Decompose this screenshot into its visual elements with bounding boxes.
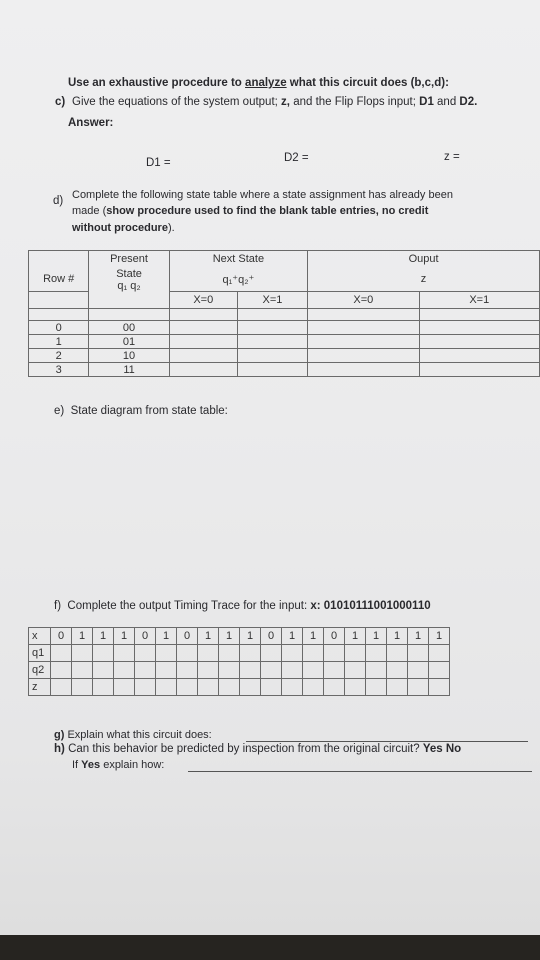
row-state: 01 (89, 335, 169, 349)
timing-x-cell: 1 (303, 628, 324, 645)
timing-label-q1: q1 (29, 645, 51, 662)
part-d-line3-c: ). (167, 222, 175, 234)
timing-label-q2: q2 (29, 662, 51, 679)
timing-z-cell[interactable] (156, 679, 177, 696)
out-x0-cell[interactable] (308, 349, 420, 363)
z-equation: z = (444, 151, 460, 163)
row-number-header: Row # (29, 268, 89, 292)
timing-x-cell: 0 (261, 628, 282, 645)
timing-q1-cell[interactable] (408, 645, 429, 662)
blank-corner (29, 251, 89, 268)
timing-z-cell[interactable] (408, 679, 429, 696)
timing-z-cell[interactable] (366, 679, 387, 696)
timing-q2-cell[interactable] (219, 662, 240, 679)
d1-equation: D1 = (146, 157, 171, 169)
timing-z-cell[interactable] (93, 679, 114, 696)
timing-q1-cell[interactable] (135, 645, 156, 662)
output-header: Ouput (308, 251, 540, 268)
d2-equation: D2 = (284, 152, 309, 164)
timing-q1-cell[interactable] (93, 645, 114, 662)
timing-q2-cell[interactable] (135, 662, 156, 679)
timing-x-cell: 1 (219, 628, 240, 645)
part-c-label: c) (55, 96, 66, 108)
timing-x-cell: 1 (366, 628, 387, 645)
row-number: 1 (29, 335, 89, 349)
timing-x-cell: 0 (324, 628, 345, 645)
timing-z-cell[interactable] (387, 679, 408, 696)
part-c-text-b: and the Flip Flops input; (290, 96, 420, 108)
next-x0-cell[interactable] (169, 321, 237, 335)
out-x1-cell[interactable] (419, 349, 539, 363)
timing-q2-cell[interactable] (387, 662, 408, 679)
timing-q1-cell[interactable] (261, 645, 282, 662)
timing-q2-cell[interactable] (303, 662, 324, 679)
timing-q1-cell[interactable] (51, 645, 72, 662)
part-f-text: Complete the output Timing Trace for the input: (67, 600, 311, 612)
next-x1-cell[interactable] (237, 349, 307, 363)
timing-z-cell[interactable] (219, 679, 240, 696)
present-state-word: State (116, 267, 142, 280)
part-d-line1: Complete the following state table where a state assignment has already been (72, 189, 453, 201)
timing-q2-cell[interactable] (177, 662, 198, 679)
next-x1-cell[interactable] (237, 321, 307, 335)
timing-x-cell: 1 (93, 628, 114, 645)
timing-z-cell[interactable] (282, 679, 303, 696)
part-f-input-label: x: (310, 600, 321, 612)
next-x0-cell[interactable] (169, 335, 237, 349)
row-state: 10 (89, 349, 169, 363)
row-hdr-spacer (29, 292, 89, 309)
part-h-yes-no: Yes No (422, 743, 462, 755)
timing-q2-cell[interactable] (324, 662, 345, 679)
timing-q2-cell[interactable] (240, 662, 261, 679)
timing-q1-cell[interactable] (240, 645, 261, 662)
timing-q1-cell[interactable] (429, 645, 450, 662)
timing-q2-cell[interactable] (282, 662, 303, 679)
timing-x-cell: 1 (72, 628, 93, 645)
next-x0-header: X=0 (169, 292, 237, 309)
timing-label-z: z (29, 679, 51, 696)
out-x0-cell[interactable] (308, 335, 420, 349)
timing-q1-cell[interactable] (387, 645, 408, 662)
timing-z-cell[interactable] (324, 679, 345, 696)
timing-x-cell: 1 (387, 628, 408, 645)
timing-q1-cell[interactable] (303, 645, 324, 662)
present-spacer (89, 292, 169, 309)
part-g-label: g) (54, 729, 65, 741)
timing-x-cell: 1 (114, 628, 135, 645)
row-state: 00 (89, 321, 169, 335)
gap-cell (89, 309, 169, 321)
timing-x-cell: 1 (282, 628, 303, 645)
gap-cell (237, 309, 307, 321)
timing-q1-cell[interactable] (366, 645, 387, 662)
part-e-label: e) (54, 405, 65, 417)
timing-label-x: x (29, 628, 51, 645)
next-state-vars: q₁⁺q₂⁺ (169, 268, 307, 292)
next-x0-cell[interactable] (169, 349, 237, 363)
row-number: 3 (29, 363, 89, 377)
part-h-line2 (72, 759, 164, 771)
part-d-line3-b: without procedure (72, 222, 168, 234)
gap-cell (29, 309, 89, 321)
part-g (54, 729, 212, 741)
part-h (54, 743, 461, 755)
gap-cell (308, 309, 420, 321)
part-f-input-value: 01010111001000110 (323, 600, 431, 612)
timing-x-cell: 1 (198, 628, 219, 645)
analyze-word: analyze (245, 77, 287, 89)
part-c-text (72, 96, 477, 108)
timing-z-cell[interactable] (51, 679, 72, 696)
timing-trace-table (28, 627, 450, 696)
part-e-text: State diagram from state table: (70, 405, 228, 417)
timing-x-cell: 1 (345, 628, 366, 645)
part-e (54, 405, 228, 417)
gap-cell (169, 309, 237, 321)
timing-z-cell[interactable] (240, 679, 261, 696)
timing-q2-cell[interactable] (345, 662, 366, 679)
timing-q1-cell[interactable] (219, 645, 240, 662)
timing-x-cell: 1 (429, 628, 450, 645)
present-state-vars: q₁ q₂ (117, 279, 141, 292)
part-c-and: and (433, 96, 460, 108)
timing-x-cell: 1 (408, 628, 429, 645)
timing-z-cell[interactable] (429, 679, 450, 696)
next-x1-cell[interactable] (237, 335, 307, 349)
part-d-line2-b: show procedure used to find the blank table entries, no credit (106, 205, 429, 217)
part-h-yes: Yes (81, 759, 101, 771)
timing-x-cell: 1 (240, 628, 261, 645)
timing-q1-cell[interactable] (324, 645, 345, 662)
part-f-label: f) (54, 600, 62, 612)
instruction-line (68, 77, 449, 89)
timing-z-cell[interactable] (72, 679, 93, 696)
output-x1-header: X=1 (419, 292, 539, 309)
part-c-d1: D1 (419, 96, 434, 108)
timing-q2-cell[interactable] (198, 662, 219, 679)
timing-z-cell[interactable] (198, 679, 219, 696)
out-x1-cell[interactable] (419, 335, 539, 349)
part-h-answer-line[interactable] (188, 771, 532, 772)
output-x0-header: X=0 (308, 292, 420, 309)
timing-z-cell[interactable] (114, 679, 135, 696)
part-h-if: If (72, 759, 82, 771)
out-x0-cell[interactable] (308, 363, 420, 377)
part-f (54, 600, 431, 612)
row-state: 11 (89, 363, 169, 377)
out-x0-cell[interactable] (308, 321, 420, 335)
part-c-d2: D2. (459, 96, 478, 108)
timing-q1-cell[interactable] (156, 645, 177, 662)
gap-cell (419, 309, 539, 321)
next-x1-cell[interactable] (237, 363, 307, 377)
part-d-line3 (72, 222, 175, 234)
answer-label: Answer: (68, 117, 114, 129)
instruction-suffix: what this circuit does (b,c,d): (286, 77, 449, 89)
timing-q2-cell[interactable] (51, 662, 72, 679)
out-x1-cell[interactable] (419, 321, 539, 335)
present-state-header-2 (89, 268, 169, 292)
timing-x-cell: 0 (135, 628, 156, 645)
timing-z-cell[interactable] (345, 679, 366, 696)
timing-z-cell[interactable] (261, 679, 282, 696)
part-d-line2-a: made ( (72, 205, 107, 217)
timing-q2-cell[interactable] (429, 662, 450, 679)
next-x1-header: X=1 (237, 292, 307, 309)
next-x0-cell[interactable] (169, 363, 237, 377)
out-x1-cell[interactable] (419, 363, 539, 377)
timing-q1-cell[interactable] (345, 645, 366, 662)
instruction-prefix: Use an exhaustive procedure to (68, 77, 246, 89)
part-d-label: d) (53, 195, 64, 207)
timing-q1-cell[interactable] (198, 645, 219, 662)
state-table (28, 250, 540, 377)
row-number: 2 (29, 349, 89, 363)
part-h-text: Can this behavior be predicted by inspection from the original circuit? (68, 743, 423, 755)
timing-q2-cell[interactable] (408, 662, 429, 679)
part-h-label: h) (54, 743, 65, 755)
timing-q2-cell[interactable] (72, 662, 93, 679)
timing-x-cell: 0 (51, 628, 72, 645)
timing-q2-cell[interactable] (156, 662, 177, 679)
part-g-answer-line[interactable] (246, 741, 528, 742)
timing-q1-cell[interactable] (282, 645, 303, 662)
present-state-header: Present (89, 251, 169, 268)
timing-x-cell: 0 (177, 628, 198, 645)
row-number: 0 (29, 321, 89, 335)
part-d-line2 (72, 205, 428, 217)
timing-q1-cell[interactable] (177, 645, 198, 662)
timing-q1-cell[interactable] (72, 645, 93, 662)
timing-z-cell[interactable] (135, 679, 156, 696)
part-g-text: Explain what this circuit does: (67, 729, 212, 741)
next-state-header: Next State (169, 251, 307, 268)
timing-x-cell: 1 (156, 628, 177, 645)
timing-q1-cell[interactable] (114, 645, 135, 662)
timing-q2-cell[interactable] (93, 662, 114, 679)
part-h-explain: explain how: (100, 759, 165, 771)
part-c-text-a: Give the equations of the system output; (72, 96, 282, 108)
timing-z-cell[interactable] (303, 679, 324, 696)
output-var: z (308, 268, 540, 292)
timing-q2-cell[interactable] (114, 662, 135, 679)
timing-q2-cell[interactable] (261, 662, 282, 679)
timing-z-cell[interactable] (177, 679, 198, 696)
timing-q2-cell[interactable] (366, 662, 387, 679)
part-c-z: z, (281, 96, 290, 108)
